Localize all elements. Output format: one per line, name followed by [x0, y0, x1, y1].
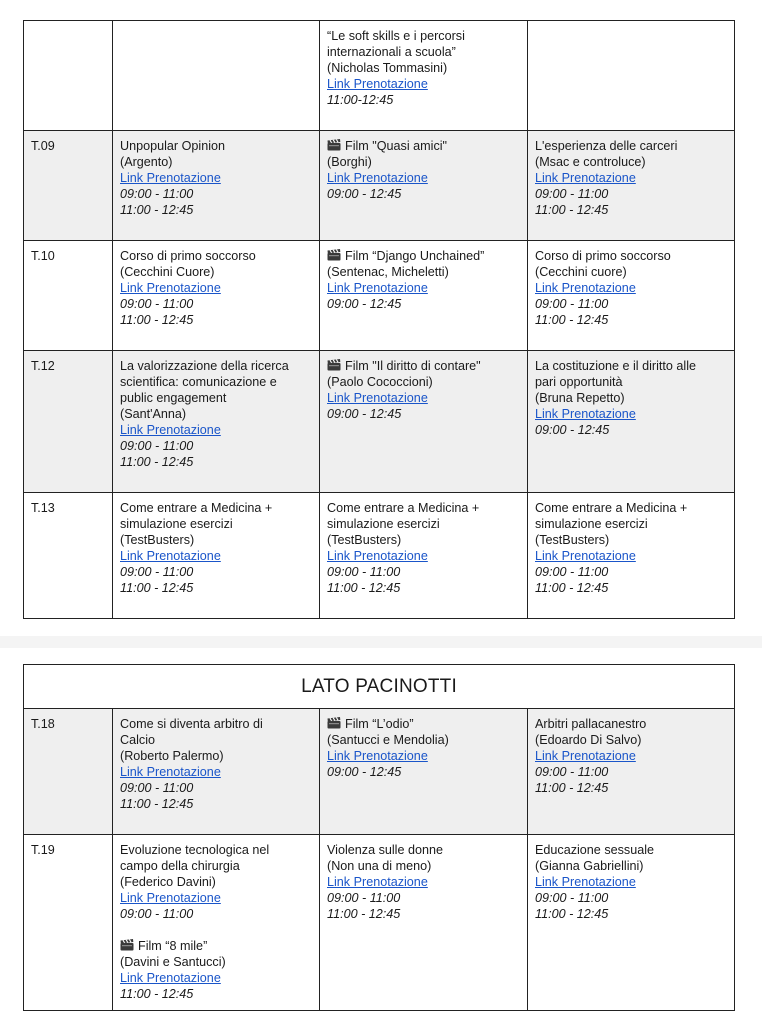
event-detail: (Paolo Cococcioni) [327, 375, 433, 389]
time-slot: 11:00 - 12:45 [327, 907, 401, 921]
time-slot: 11:00 - 12:45 [535, 907, 609, 921]
time-slot: 11:00 - 12:45 [120, 455, 194, 469]
booking-link[interactable]: Link Prenotazione [120, 423, 221, 437]
time-slot: 09:00 - 11:00 [535, 187, 609, 201]
booking-link[interactable]: Link Prenotazione [120, 765, 221, 779]
event-detail: (TestBusters) [535, 533, 610, 547]
time-slot: 11:00 - 12:45 [120, 581, 194, 595]
time-slot: 11:00 - 12:45 [120, 313, 194, 327]
event-title: L'esperienza delle carceri [535, 139, 678, 153]
time-slot: 09:00 - 11:00 [120, 187, 194, 201]
booking-link[interactable]: Link Prenotazione [120, 971, 221, 985]
event-cell [320, 351, 528, 493]
clapperboard-icon [327, 359, 341, 371]
time-slot: 09:00 - 12:45 [535, 423, 610, 437]
room-code: T.10 [24, 241, 113, 351]
time-slot: 11:00 - 12:45 [120, 797, 194, 811]
event-title: Film "Quasi amici" [327, 138, 520, 154]
event-title: La costituzione e il diritto alle [535, 359, 697, 373]
event-title: Come entrare a Medicina + [327, 501, 480, 515]
event-cell [320, 241, 528, 351]
event-cell [113, 709, 320, 835]
table-row [24, 131, 735, 241]
event-cell [113, 351, 320, 493]
time-slot: 09:00 - 12:45 [327, 297, 402, 311]
room-code [24, 21, 113, 131]
time-slot: 09:00 - 12:45 [327, 187, 402, 201]
event-cell [528, 351, 735, 493]
booking-link[interactable]: Link Prenotazione [327, 171, 428, 185]
event-cell [528, 21, 735, 131]
booking-link[interactable]: Link Prenotazione [327, 281, 428, 295]
event-detail: (Santucci e Mendolia) [327, 733, 449, 747]
event-detail: (Argento) [120, 155, 173, 169]
booking-link[interactable]: Link Prenotazione [327, 749, 428, 763]
event-detail: simulazione esercizi [535, 517, 648, 531]
event-cell [113, 835, 320, 1011]
time-slot: 11:00 - 12:45 [535, 203, 609, 217]
event-title: La valorizzazione della ricerca [120, 359, 289, 373]
time-slot: 11:00 - 12:45 [327, 581, 401, 595]
event-detail: (Gianna Gabriellini) [535, 859, 644, 873]
event-detail: scientifica: comunicazione e [120, 375, 277, 389]
event-detail: (Borghi) [327, 155, 372, 169]
event-title: Film “8 mile” [120, 938, 312, 954]
event-detail: internazionali a scuola” [327, 45, 456, 59]
event-title: Come entrare a Medicina + [535, 501, 688, 515]
event-title: Educazione sessuale [535, 843, 655, 857]
event-title: Corso di primo soccorso [535, 249, 671, 263]
booking-link[interactable]: Link Prenotazione [120, 281, 221, 295]
schedule-table-top [23, 20, 734, 619]
event-cell [320, 493, 528, 619]
event-detail: campo della chirurgia [120, 859, 240, 873]
room-code: T.12 [24, 351, 113, 493]
event-detail: (TestBusters) [120, 533, 195, 547]
booking-link[interactable]: Link Prenotazione [535, 171, 636, 185]
time-slot: 09:00 - 11:00 [535, 891, 609, 905]
event-cell [113, 493, 320, 619]
event-cell [113, 21, 320, 131]
event-detail: (Sentenac, Micheletti) [327, 265, 449, 279]
event-title: Evoluzione tecnologica nel [120, 843, 270, 857]
event-detail: (Sant'Anna) [120, 407, 187, 421]
event-cell [113, 241, 320, 351]
event-detail: simulazione esercizi [327, 517, 440, 531]
clapperboard-icon [327, 139, 341, 151]
booking-link[interactable]: Link Prenotazione [120, 891, 221, 905]
time-slot: 09:00 - 11:00 [120, 439, 194, 453]
clapperboard-icon [327, 249, 341, 261]
time-slot: 11:00 - 12:45 [535, 581, 609, 595]
booking-link[interactable]: Link Prenotazione [327, 549, 428, 563]
time-slot: 09:00 - 11:00 [535, 297, 609, 311]
time-slot: 11:00 - 12:45 [535, 781, 609, 795]
event-cell [320, 131, 528, 241]
clapperboard-icon [327, 717, 341, 729]
clapperboard-icon [120, 939, 134, 951]
event-cell [528, 709, 735, 835]
table-row [24, 709, 735, 835]
time-slot: 09:00 - 11:00 [120, 297, 194, 311]
room-code: T.18 [24, 709, 113, 835]
table-row [24, 21, 735, 131]
event-title: Corso di primo soccorso [120, 249, 256, 263]
event-detail: simulazione esercizi [120, 517, 233, 531]
event-title: Film "Il diritto di contare" [327, 358, 520, 374]
booking-link[interactable]: Link Prenotazione [327, 875, 428, 889]
booking-link[interactable]: Link Prenotazione [535, 549, 636, 563]
booking-link[interactable]: Link Prenotazione [535, 281, 636, 295]
time-slot: 11:00 - 12:45 [535, 313, 609, 327]
booking-link[interactable]: Link Prenotazione [120, 171, 221, 185]
section-title: LATO PACINOTTI [24, 665, 735, 709]
event-cell [113, 131, 320, 241]
event-detail: Calcio [120, 733, 155, 747]
time-slot: 09:00 - 11:00 [120, 781, 194, 795]
booking-link[interactable]: Link Prenotazione [535, 875, 636, 889]
booking-link[interactable]: Link Prenotazione [327, 391, 428, 405]
time-slot: 09:00 - 11:00 [327, 565, 401, 579]
event-detail: (Msac e controluce) [535, 155, 646, 169]
time-slot: 09:00 - 11:00 [535, 765, 609, 779]
event-title: Film “L’odio” [327, 716, 520, 732]
event-cell [320, 709, 528, 835]
event-detail: (Federico Davini) [120, 875, 216, 889]
event-cell [320, 21, 528, 131]
event-cell [528, 835, 735, 1011]
time-slot: 09:00 - 11:00 [535, 565, 609, 579]
time-slot: 09:00 - 12:45 [327, 407, 402, 421]
time-slot: 09:00 - 11:00 [327, 891, 401, 905]
event-title: Arbitri pallacanestro [535, 717, 647, 731]
event-title: Unpopular Opinion [120, 139, 226, 153]
table-row [24, 351, 735, 493]
room-code: T.19 [24, 835, 113, 1011]
booking-link[interactable]: Link Prenotazione [327, 77, 428, 91]
event-cell [528, 241, 735, 351]
booking-link[interactable]: Link Prenotazione [535, 407, 636, 421]
event-cell [528, 131, 735, 241]
event-detail: (Davini e Santucci) [120, 955, 226, 969]
event-detail: pari opportunità [535, 375, 623, 389]
table-row [24, 493, 735, 619]
table-row [24, 835, 735, 1011]
event-detail: (Nicholas Tommasini) [327, 61, 448, 75]
schedule-table-pacinotti [23, 664, 734, 1011]
room-code: T.13 [24, 493, 113, 619]
event-detail: (Roberto Palermo) [120, 749, 224, 763]
event-title: Come si diventa arbitro di [120, 717, 263, 731]
event-title: Come entrare a Medicina + [120, 501, 273, 515]
time-slot: 11:00 - 12:45 [120, 203, 194, 217]
event-detail: (Edoardo Di Salvo) [535, 733, 642, 747]
time-slot: 09:00 - 11:00 [120, 907, 194, 921]
time-slot: 09:00 - 12:45 [327, 765, 402, 779]
event-title: “Le soft skills e i percorsi [327, 29, 465, 43]
event-cell [320, 835, 528, 1011]
time-slot: 11:00-12:45 [327, 93, 394, 107]
event-cell [528, 493, 735, 619]
page-sheet-2 [0, 648, 762, 1024]
event-detail: (Cecchini Cuore) [120, 265, 215, 279]
event-detail: (TestBusters) [327, 533, 402, 547]
event-detail: (Bruna Repetto) [535, 391, 625, 405]
event-title: Violenza sulle donne [327, 843, 444, 857]
time-slot: 11:00 - 12:45 [120, 987, 194, 1001]
event-title: Film “Django Unchained” [327, 248, 520, 264]
booking-link[interactable]: Link Prenotazione [535, 749, 636, 763]
booking-link[interactable]: Link Prenotazione [120, 549, 221, 563]
room-code: T.09 [24, 131, 113, 241]
event-detail: (Non una di meno) [327, 859, 432, 873]
event-detail: public engagement [120, 391, 227, 405]
table-row [24, 241, 735, 351]
time-slot: 09:00 - 11:00 [120, 565, 194, 579]
event-detail: (Cecchini cuore) [535, 265, 627, 279]
